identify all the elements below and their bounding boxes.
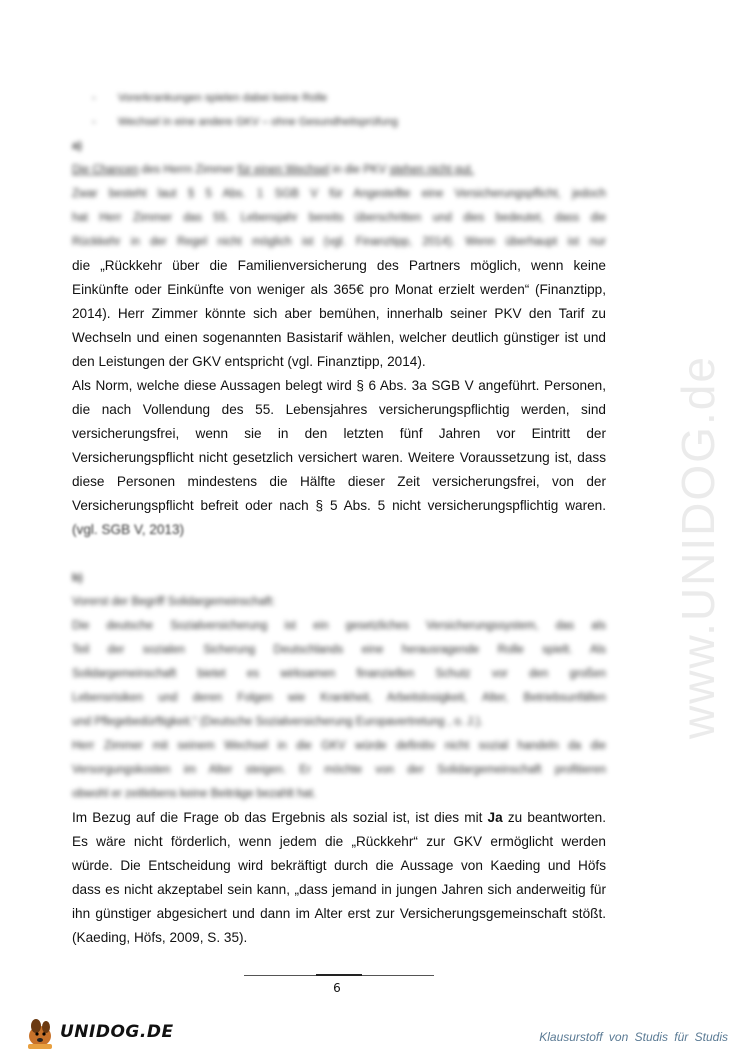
paragraph-line: Die deutsche Sozialversicherung ist ein gesetzliches Versicherungssystem, das als — [72, 620, 606, 632]
paragraph-line: 2014). Herr Zimmer könnte sich aber bemühen, innerhalb seiner PKV den Tarif zu — [72, 306, 606, 321]
paragraph-line: die „Rückkehr über die Familienversicherung des Partners möglich, wenn keine — [72, 258, 606, 273]
paragraph-line: dass es nicht akzeptabel sein kann, „dass jemand in jungen Jahren sich anderweitig für — [72, 882, 606, 897]
paragraph-line: den Leistungen der GKV entspricht (vgl. Finanztipp, 2014). — [72, 354, 426, 369]
section-label-b: b) — [72, 572, 83, 584]
paragraph-line: Versicherungspflicht befreit oder nach § 5 Abs. 5 nicht versicherungspflichtig waren. — [72, 498, 606, 513]
paragraph-line: Als Norm, welche diese Aussagen belegt wird § 6 Abs. 3a SGB V angeführt. Personen, — [72, 378, 606, 393]
paragraph-line: obwohl er zeitlebens keine Beiträge bezahlt hat. — [72, 788, 317, 800]
paragraph-line: (Kaeding, Höfs, 2009, S. 35). — [72, 930, 248, 945]
paragraph-line: Im Bezug auf die Frage ob das Ergebnis als sozial ist, ist dies mit Ja zu beantworten. — [72, 810, 606, 825]
paragraph-line: versicherungsfrei, wenn sie in den letzten fünf Jahren vor Eintritt der — [72, 426, 606, 441]
bullet-text: Wechsel in eine andere GKV – ohne Gesundheitsprüfung — [118, 116, 398, 128]
page-number: 6 — [333, 981, 341, 995]
paragraph-line: Versicherungspflicht nicht gesetzlich versichert waren. Weitere Voraussetzung ist, dass — [72, 450, 606, 465]
paragraph-line: Herr Zimmer mit seinem Wechsel in die GKV würde definitiv nicht sozial handeln da die — [72, 740, 606, 752]
paragraph-line: hat Herr Zimmer das 55. Lebensjahr bereits überschritten und dies bedeutet, dass die — [72, 212, 606, 224]
paragraph-line: Versorgungskosten im Alter steigen. Er möchte von der Solidargemeinschaft profitieren — [72, 764, 606, 776]
section-heading-b: Vorerst der Begriff Solidargemeinschaft: — [72, 596, 276, 608]
paragraph-line: Rückkehr in der Regel nicht möglich ist (vgl. Finanztipp, 2014). Wenn überhaupt ist nur — [72, 236, 606, 248]
paragraph-line: diese Personen mindestens die Hälfte dieser Zeit versicherungsfrei, von der — [72, 474, 606, 489]
paragraph-line: Einkünfte oder Einkünfte von weniger als 365€ pro Monat erzielt werden“ (Finanztipp, — [72, 282, 606, 297]
paragraph-line: Es wäre nicht förderlich, wenn jedem die „Rückkehr“ zur GKV ermöglicht werden — [72, 834, 606, 849]
bullet-text: Vorerkrankungen spielen dabei keine Rolle — [118, 92, 328, 104]
paragraph-line: Zwar besteht laut § 5 Abs. 1 SGB V für Angestellte eine Versicherungspflicht, jedoch — [72, 188, 606, 200]
paragraph-line: ihn günstiger abgesichert und dann im Alter erst zur Versicherungsgemeinschaft stößt. — [72, 906, 606, 921]
section-label-a: a) — [72, 140, 82, 152]
footer-tagline: Klausurstoff von Studis für Studis — [539, 1030, 728, 1044]
watermark: www.UNIDOG.de — [672, 355, 724, 739]
footer-rule-accent — [316, 974, 362, 976]
logo-text: UNIDOG.DE — [60, 1022, 174, 1042]
paragraph-line: würde. Die Entscheidung wird bekräftigt durch die Aussage von Kaeding und Höfs — [72, 858, 606, 873]
paragraph-line: die nach Vollendung des 55. Lebensjahres versicherungspflichtig werden, sind — [72, 402, 606, 417]
paragraph-line: und Pflegebedürftigkeit.“ (Deutsche Sozialversicherung Europavertretung , o. J.). — [72, 716, 484, 728]
paragraph-line: Lebensrisiken und deren Folgen wie Krankheit, Arbeitslosigkeit, Alter, Betriebsunfällen — [72, 692, 606, 704]
paragraph-line: Wechseln und einen sogenannten Basistarif wählen, welcher deutlich günstiger ist und — [72, 330, 606, 345]
paragraph-line: (vgl. SGB V, 2013) — [72, 522, 185, 537]
paragraph-line: Solidargemeinschaft bietet es wirksamen finanziellen Schutz vor den großen — [72, 668, 606, 680]
section-heading-a: Die Chancen des Herrn Zimmer für einen Wechsel in die PKV stehen nicht gut. — [72, 164, 474, 176]
paragraph-line: Teil der sozialen Sicherung Deutschlands eine herausragende Rolle spielt. Als — [72, 644, 606, 656]
